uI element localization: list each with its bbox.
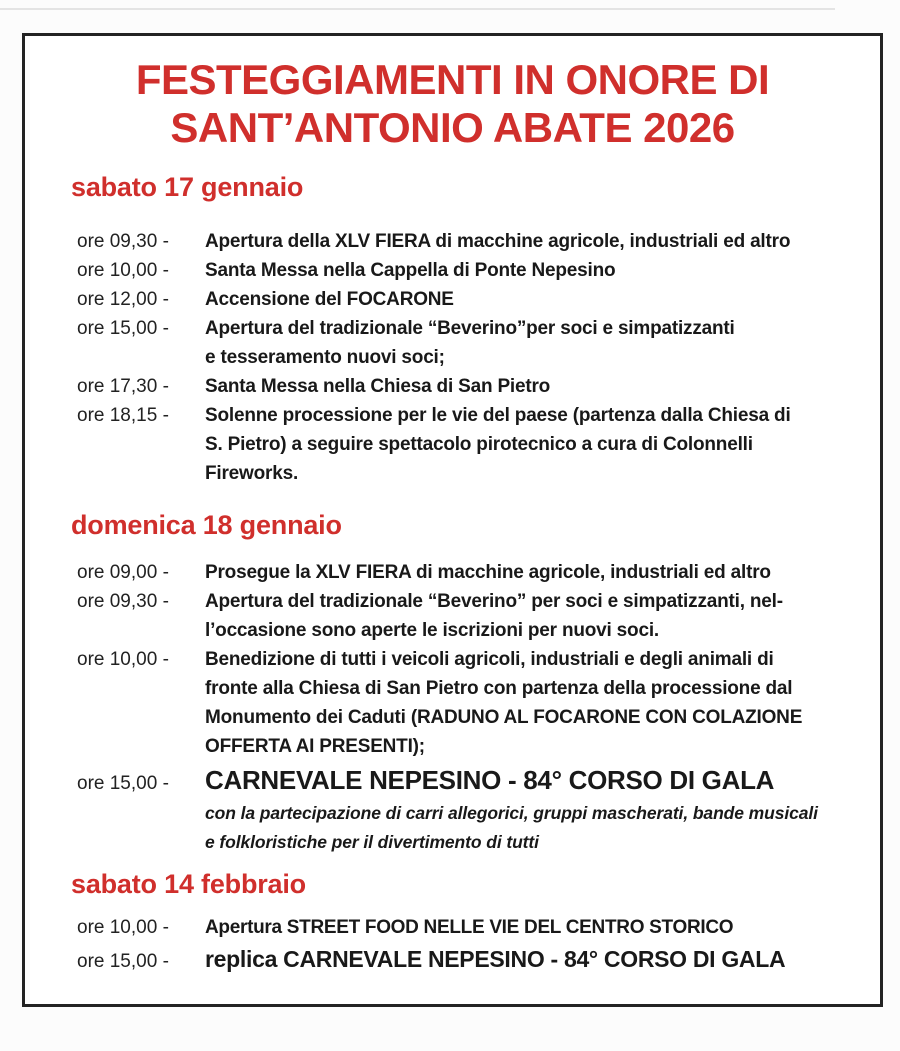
event-time: ore 15,00 - — [77, 773, 169, 794]
event-time: ore 09,00 - — [77, 562, 169, 583]
event-row — [25, 943, 880, 976]
event-text-line: fronte alla Chiesa di San Pietro con partenza della processione dal — [205, 678, 793, 699]
event-text-line: Apertura STREET FOOD NELLE VIE DEL CENTRO STORICO — [205, 917, 734, 938]
event-row — [25, 401, 880, 488]
event-description — [205, 256, 868, 285]
poster-content — [25, 36, 880, 976]
event-description — [205, 587, 868, 645]
event-description — [205, 372, 868, 401]
section-heading-sabato-17-gennaio: sabato 17 gennaio — [71, 172, 304, 202]
event-time: ore 15,00 - — [77, 951, 169, 972]
event-text-line: Apertura del tradizionale “Beverino” per soci e simpatizzanti, nel- — [205, 591, 783, 612]
event-time: ore 17,30 - — [77, 376, 169, 397]
poster-title — [25, 56, 880, 152]
event-row — [25, 587, 880, 645]
event-text-line: Prosegue la XLV FIERA di macchine agricole, industriali ed altro — [205, 562, 771, 583]
event-time: ore 15,00 - — [77, 318, 169, 339]
event-text-line: Santa Messa nella Cappella di Ponte Nepesino — [205, 260, 616, 281]
event-row — [25, 256, 880, 285]
event-time: ore 10,00 - — [77, 260, 169, 281]
event-text-line: S. Pietro) a seguire spettacolo pirotecnico a cura di Colonnelli — [205, 434, 753, 455]
event-description — [205, 401, 868, 488]
event-time: ore 09,30 - — [77, 591, 169, 612]
event-text-line: Apertura della XLV FIERA di macchine agricole, industriali ed altro — [205, 231, 791, 252]
event-row — [25, 314, 880, 372]
event-text-line: Benedizione di tutti i veicoli agricoli, industriali e degli animali di — [205, 649, 774, 670]
poster-title-line1: FESTEGGIAMENTI IN ONORE DI — [135, 56, 770, 103]
event-description — [205, 645, 868, 761]
event-description — [205, 943, 868, 975]
event-row — [25, 372, 880, 401]
scan-artifact-line — [0, 8, 835, 10]
event-text-line: Fireworks. — [205, 463, 299, 484]
event-text-line: Solenne processione per le vie del paese (partenza dalla Chiesa di — [205, 405, 791, 426]
event-time: ore 10,00 - — [77, 649, 169, 670]
section-heading-domenica-18-gennaio: domenica 18 gennaio — [71, 510, 342, 540]
event-text-line: replica CARNEVALE NEPESINO - 84° CORSO DI GALA — [205, 946, 786, 972]
event-row — [25, 558, 880, 587]
event-description — [205, 761, 868, 857]
event-description — [205, 285, 868, 314]
section-heading-sabato-14-febbraio: sabato 14 febbraio — [71, 869, 306, 899]
event-description — [205, 558, 868, 587]
poster-frame — [22, 33, 883, 1007]
event-time: ore 12,00 - — [77, 289, 169, 310]
event-text-line: Accensione del FOCARONE — [205, 289, 454, 310]
event-row-carnevale — [25, 761, 880, 857]
carnevale-subline: con la partecipazione di carri allegorici, gruppi mascherati, bande musicali — [205, 803, 818, 823]
event-text-line: Monumento dei Caduti (RADUNO AL FOCARONE CON COLAZIONE — [205, 707, 803, 728]
event-time: ore 10,00 - — [77, 917, 169, 938]
event-text-line: Apertura del tradizionale “Beverino”per soci e simpatizzanti — [205, 318, 735, 339]
event-time: ore 09,30 - — [77, 231, 169, 252]
event-row — [25, 913, 880, 943]
event-description — [205, 227, 868, 256]
carnevale-subline: e folkloristiche per il divertimento di tutti — [205, 832, 539, 852]
event-row — [25, 645, 880, 761]
event-text-line: OFFERTA AI PRESENTI); — [205, 736, 425, 757]
poster-title-line2: SANT’ANTONIO ABATE 2026 — [170, 104, 735, 151]
event-row — [25, 285, 880, 314]
event-row — [25, 227, 880, 256]
event-text-line: Santa Messa nella Chiesa di San Pietro — [205, 376, 551, 397]
carnevale-headline: CARNEVALE NEPESINO - 84° CORSO DI GALA — [205, 765, 775, 795]
event-description — [205, 913, 868, 943]
event-time: ore 18,15 - — [77, 405, 169, 426]
event-description — [205, 314, 868, 372]
event-text-line: e tesseramento nuovi soci; — [205, 347, 445, 368]
event-text-line: l’occasione sono aperte le iscrizioni per nuovi soci. — [205, 620, 659, 641]
